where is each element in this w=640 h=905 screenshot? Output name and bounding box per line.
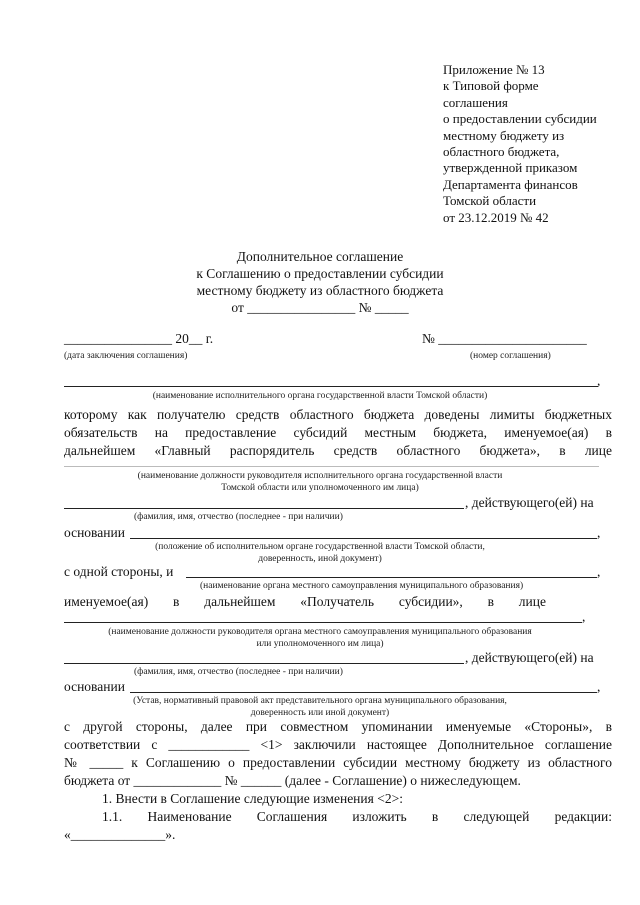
- title-line: к Соглашению о предоставлении субсидии: [196, 266, 444, 281]
- fio-caption: (фамилия, имя, отчество (последнее - при наличии): [134, 667, 343, 677]
- basis-line[interactable]: [130, 538, 597, 539]
- position-caption: или уполномоченного им лица): [256, 639, 384, 649]
- item-1-1: 1.1. Наименование Соглашения изложить в следующей редакции:: [102, 809, 612, 824]
- appendix-line: соглашения: [443, 94, 508, 110]
- acting-text: , действующего(ей) на: [465, 650, 594, 665]
- item-1-1-value[interactable]: «______________».: [64, 827, 176, 842]
- title-line: Дополнительное соглашение: [236, 249, 404, 264]
- fio-line[interactable]: [64, 663, 464, 664]
- appendix-line: от 23.12.2019 № 42: [443, 209, 549, 225]
- paragraph-line: дальнейшем «Главный распорядитель средств областного бюджета», в лице: [64, 443, 612, 458]
- comma: ,: [597, 679, 601, 694]
- basis-caption: доверенность, иной документ): [258, 554, 382, 564]
- paragraph-line: с другой стороны, далее при совместном упоминании именуемые «Стороны», в: [64, 719, 612, 734]
- date-field[interactable]: ________________ 20__ г.: [64, 331, 214, 346]
- basis-caption: (Устав, нормативный правовой акт представительного органа муниципального образования,: [133, 696, 507, 706]
- date-caption: (дата заключения соглашения): [64, 351, 188, 361]
- basis-caption: доверенность или иной документ): [250, 708, 390, 718]
- appendix-line: областного бюджета,: [443, 144, 560, 160]
- comma: ,: [597, 564, 601, 579]
- municipal-caption: (наименование органа местного самоуправления муниципального образования): [200, 581, 524, 591]
- paragraph-line: бюджета от _____________ № ______ (далее - Соглашение) о нижеследующем.: [64, 773, 521, 788]
- paragraph-line: № _____ к Соглашению о предоставлении субсидии местному бюджету из областного: [64, 755, 612, 770]
- appendix-line: Приложение № 13: [443, 62, 545, 77]
- agreement-number-field[interactable]: № ______________________: [422, 331, 587, 346]
- fio-line[interactable]: [64, 508, 464, 509]
- paragraph-line: которому как получателю средств областного бюджета доведены лимиты бюджетных: [64, 407, 612, 422]
- side-one-text: с одной стороны, и: [64, 564, 174, 579]
- appendix-line: о предоставлении субсидии: [443, 111, 597, 127]
- comma: ,: [582, 609, 586, 624]
- organ-caption: (наименование исполнительного органа государственной власти Томской области): [152, 391, 488, 401]
- appendix-line: местному бюджету из: [443, 127, 565, 143]
- appendix-line: к Типовой форме: [443, 78, 539, 94]
- basis-line[interactable]: [130, 692, 597, 693]
- appendix-line: Департамента финансов: [443, 176, 578, 192]
- title-line: местному бюджету из областного бюджета: [196, 283, 444, 298]
- basis-label: основании: [64, 679, 125, 694]
- basis-label: основании: [64, 525, 125, 540]
- fio-caption: (фамилия, имя, отчество (последнее - при наличии): [134, 512, 343, 522]
- paragraph-line: соответствии с ____________ <1> заключили настоящее Дополнительное соглашение: [64, 737, 612, 752]
- comma: ,: [597, 525, 601, 540]
- position-caption: Томской области или уполномоченного им лица): [221, 483, 419, 493]
- paragraph-line: обязательств на предоставление субсидий местным бюджета, именуемое(ая) в: [64, 425, 612, 440]
- appendix-block: [443, 62, 628, 226]
- organ-name-line[interactable]: [64, 386, 598, 387]
- position-caption: (наименование должности руководителя органа местного самоуправления муниципального образования: [108, 627, 532, 637]
- title-line: от ________________ № _____: [231, 300, 409, 315]
- acting-text: , действующего(ей) на: [465, 495, 594, 510]
- position-line[interactable]: [64, 622, 582, 623]
- item-1: 1. Внести в Соглашение следующие изменения <2>:: [102, 791, 403, 806]
- municipal-organ-line[interactable]: [186, 577, 597, 578]
- appendix-line: утвержденной приказом: [443, 160, 578, 176]
- comma: ,: [597, 373, 601, 388]
- number-caption: (номер соглашения): [470, 351, 551, 361]
- basis-caption: (положение об исполнительном органе государственной власти Томской области,: [155, 542, 485, 552]
- paragraph-line: именуемое(ая) в дальнейшем «Получатель субсидии», в лице: [64, 594, 546, 609]
- appendix-line: Томской области: [443, 193, 537, 209]
- position-caption: (наименование должности руководителя исполнительного органа государственной власти: [137, 471, 503, 481]
- position-line[interactable]: [64, 466, 599, 467]
- document-title: [130, 248, 510, 316]
